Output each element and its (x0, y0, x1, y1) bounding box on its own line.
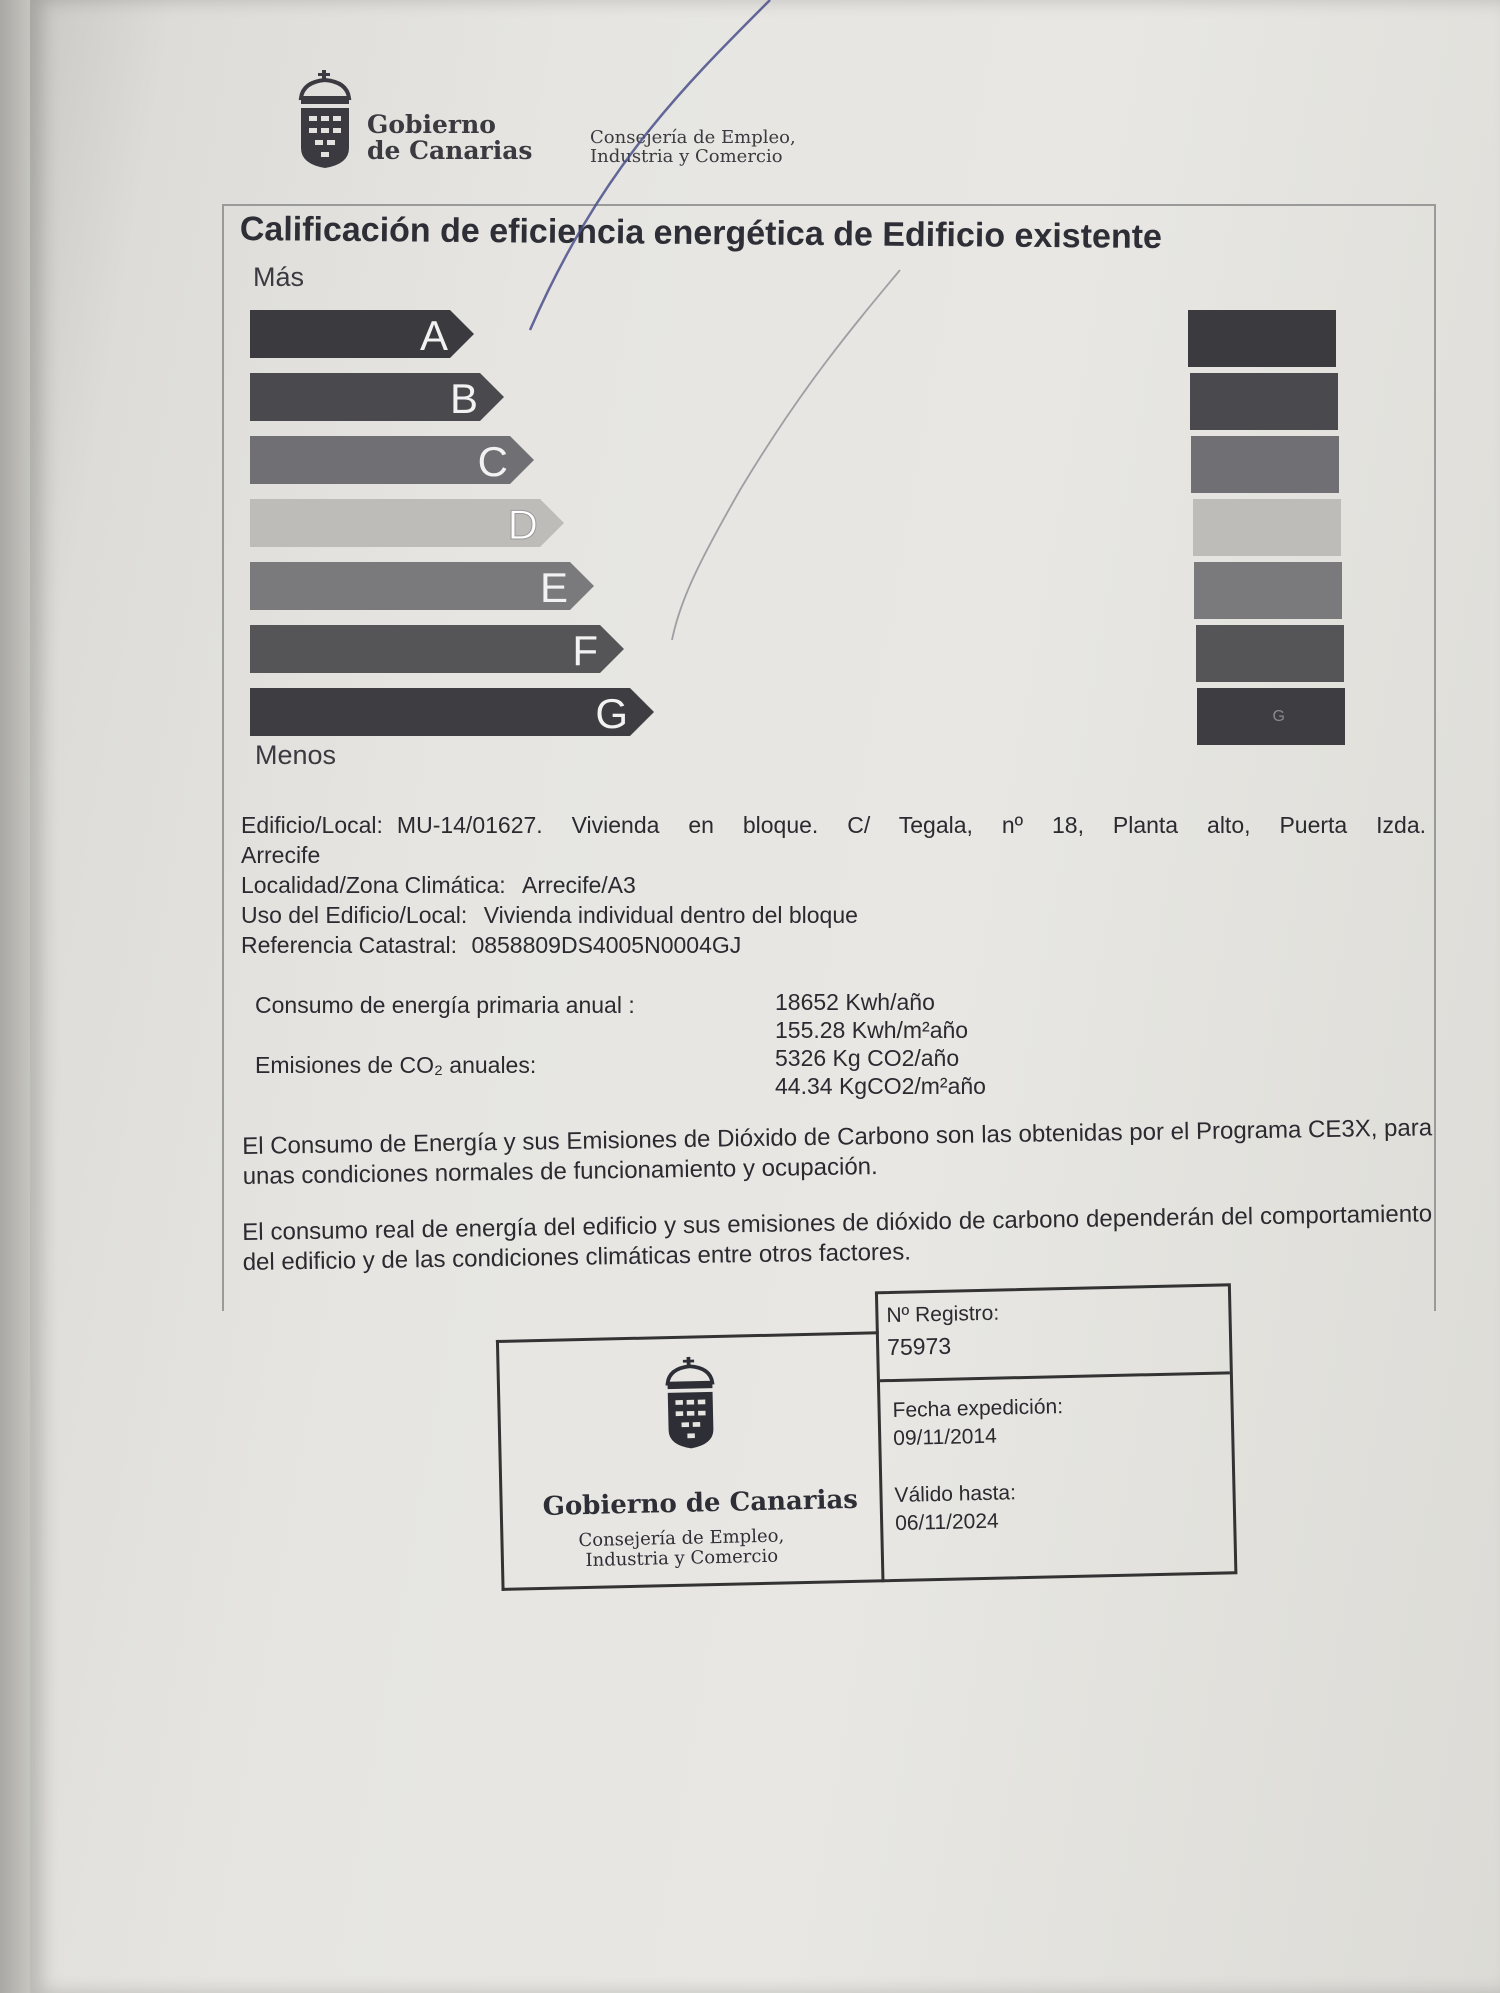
building-info (241, 810, 1441, 960)
government-name-line2: de Canarias (367, 136, 533, 165)
coat-of-arms-icon (295, 70, 355, 170)
fecha-label: Fecha expedición: (892, 1395, 1064, 1423)
referencia-row (241, 930, 1441, 960)
localidad-label: Localidad/Zona Climática: (241, 872, 506, 898)
grade-a-label: A (419, 312, 448, 359)
valido-value: 06/11/2024 (894, 1509, 999, 1535)
stamp-details-cell (875, 1283, 1238, 1582)
indicator-d (1193, 499, 1341, 556)
grade-d-label: D (507, 501, 538, 548)
department-name (590, 128, 796, 166)
scale-top-label: Más (253, 262, 305, 292)
emisiones-value-2: 44.34 KgCO2/m²año (775, 1073, 986, 1099)
indicator-letter: G (1272, 708, 1285, 725)
emisiones-label: Emisiones de CO₂ anuales: (255, 1052, 537, 1078)
note-paragraph-1: El Consumo de Energía y sus Emisiones de Dióxido de Carbono son las obtenidas por el Programa CE3X, para unas condiciones normales de funcionamiento y ocupación. (242, 1114, 1433, 1190)
edificio-value: MU-14/01627. Vivienda en bloque. C/ Tegala, nº 18, Planta alto, Puerta Izda. (396, 812, 1426, 838)
indicator-a (1188, 310, 1336, 367)
grade-f-label: F (572, 627, 598, 674)
edificio-label: Edificio/Local: (241, 812, 383, 838)
edificio-value-cont: Arrecife (241, 842, 321, 868)
stamp-department-line2: Industria y Comercio (585, 1545, 779, 1572)
consumo-value-2: 155.28 Kwh/m²año (775, 1017, 969, 1043)
grade-c-label: C (477, 438, 508, 485)
stamp-logo-cell (496, 1331, 885, 1591)
indicator-f (1196, 625, 1344, 682)
note-paragraph-2: El consumo real de energía del edificio y sus emisiones de dióxido de carbono dependerán del comportamiento del edificio y de las condiciones climáticas entre otros factores. (242, 1200, 1433, 1276)
stamp-department (578, 1527, 785, 1572)
grade-e-arrow (250, 562, 594, 611)
valido-label: Válido hasta: (894, 1481, 1017, 1507)
grade-f-arrow (250, 625, 624, 674)
rating-indicator-column (1188, 310, 1348, 750)
scale-bottom-label: Menos (255, 740, 337, 770)
registro-label: Nº Registro: (886, 1301, 1000, 1328)
indicator-c (1191, 436, 1339, 493)
grade-a-arrow (250, 310, 474, 359)
stamp-coat-of-arms-icon (661, 1353, 719, 1454)
grade-g-label: G (595, 690, 628, 737)
certificate-title: Calificación de eficiencia energética de Edificio existente (239, 210, 1163, 257)
localidad-row (241, 870, 1441, 900)
stamp-department-line1: Consejería de Empleo, (578, 1525, 785, 1552)
energy-metrics (255, 988, 1155, 1098)
government-name-line1: Gobierno (367, 110, 496, 139)
government-name (367, 112, 533, 164)
referencia-label: Referencia Catastral: (241, 932, 458, 958)
consumo-label: Consumo de energía primaria anual : (255, 992, 635, 1018)
grade-e-label: E (539, 564, 568, 611)
indicator-e (1194, 562, 1342, 619)
indicator-b (1190, 373, 1338, 430)
registration-stamp (495, 1283, 1231, 1589)
grade-g-arrow (250, 688, 654, 737)
metric-values (775, 988, 986, 1100)
grade-f-bar (250, 625, 624, 673)
indicator-g (1197, 688, 1345, 745)
stamp-government-name: Gobierno de Canarias (542, 1484, 859, 1522)
grade-d-arrow (250, 499, 564, 548)
header (295, 70, 895, 180)
grade-c-arrow (250, 436, 534, 485)
page-edge (0, 0, 30, 1993)
uso-row (241, 900, 1441, 930)
stamp-divider (880, 1371, 1230, 1382)
energy-rating-scale (250, 300, 700, 740)
registro-value: 75973 (886, 1332, 952, 1361)
emisiones-value-1: 5326 Kg CO2/año (775, 1045, 960, 1071)
referencia-value: 0858809DS4005N0004GJ (471, 932, 742, 958)
uso-label: Uso del Edificio/Local: (241, 902, 468, 928)
fecha-value: 09/11/2014 (892, 1424, 998, 1450)
grade-g-bar (250, 688, 654, 736)
uso-value: Vivienda individual dentro del bloque (483, 902, 858, 928)
department-name-line2: Industria y Comercio (590, 146, 783, 167)
edificio-row (241, 810, 1426, 840)
grade-b-label: B (449, 375, 478, 422)
consumo-value-1: 18652 Kwh/año (775, 989, 935, 1015)
grade-b-arrow (250, 373, 504, 422)
localidad-value: Arrecife/A3 (522, 872, 636, 898)
department-name-line1: Consejería de Empleo, (590, 127, 796, 148)
